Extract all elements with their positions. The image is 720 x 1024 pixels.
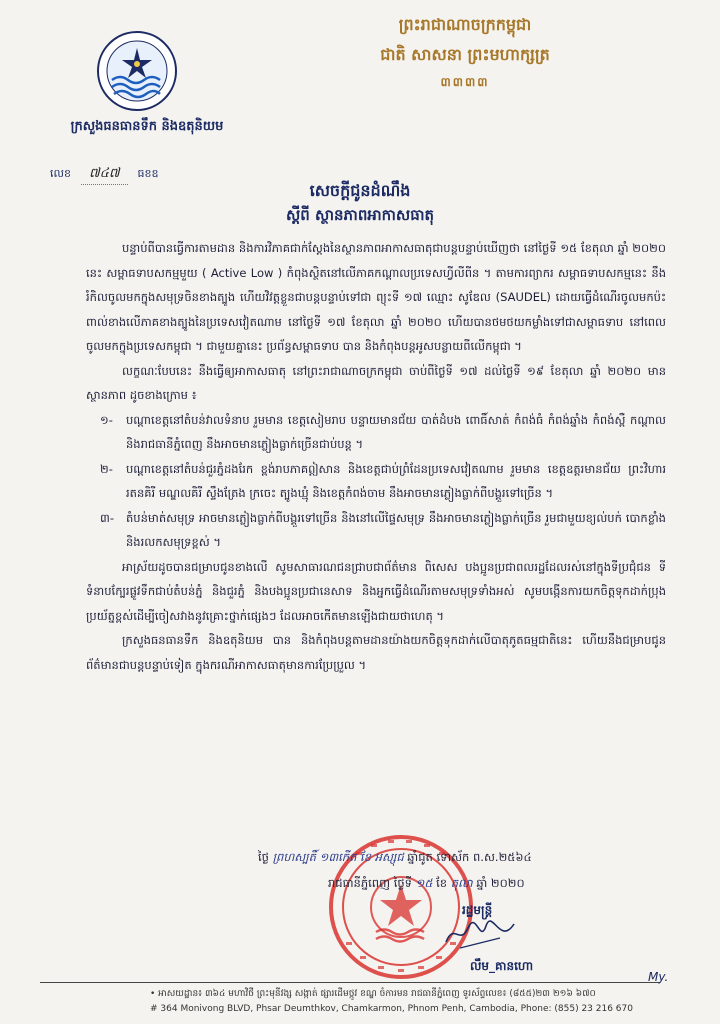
lunar-date-prefix: ថ្ងៃ <box>258 850 269 864</box>
ref-prefix: លេខ <box>50 167 71 180</box>
signer-title: រដ្ឋមន្ត្រី <box>462 903 493 917</box>
list-item-number: ៣- <box>100 510 114 525</box>
ref-handwritten: ៧៤៧ <box>81 165 128 185</box>
footer-divider <box>40 982 660 983</box>
royal-header <box>300 14 630 92</box>
solar-month: តុលា <box>450 876 473 890</box>
forecast-list <box>86 408 666 555</box>
paragraph-4: ក្រសួងធនធានទឹក និងឧតុនិយម បាន និងកំពុងបន្តតាមដានយ៉ាងយកចិត្តទុកដាក់លើបាតុភូតធម្មជាតិនេះ ហើយនឹងជម្រាបជូនព័ត៌មានជាបន្តបន្ទាប់ទៀត ក្នុងករណីអាកាសធាតុមានការប្រែប្រួល ។ <box>86 633 666 672</box>
list-item-text: បណ្តាខេត្តនៅតំបន់ជួរភ្នំដងរែក ខ្ពង់រាបភាគឦសាន និងខេត្តជាប់ព្រំដែនប្រទេសវៀតណាម រួមមាន ខេត្តឧត្តរមានជ័យ ព្រះវិហារ រតនគិរី មណ្ឌលគិរី ស្ទឹងត្រែង ក្រចេះ ត្បូងឃ្មុំ និងខេត្តកំពង់ចាម នឹងអាចមានភ្លៀងធ្លាក់ពីបង្គួរទៅច្រើន ។ <box>126 461 666 500</box>
paragraph-2: លក្ខណៈបែបនេះ នឹងធ្វើឲ្យអាកាសធាតុ នៅព្រះរាជាណាចក្រកម្ពុជា ចាប់ពីថ្ងៃទី ១៧ ដល់ថ្ងៃទី ១៩ ខែតុលា ឆ្នាំ ២០២០ មានស្ថានភាព ដូចខាងក្រោម ៖ <box>86 363 666 402</box>
document-title: សេចក្តីជូនដំណឹង <box>309 181 411 200</box>
lunar-date-suffix: ឆ្នាំជូត ទោស័ក ព.ស.២៥៦៤ <box>407 850 532 864</box>
signer-name: លឹម_គានហោ <box>470 959 534 973</box>
solar-date-prefix: រាជធានីភ្នំពេញ ថ្ងៃទី <box>328 876 412 890</box>
paragraph-3: អាស្រ័យដូចបានជម្រាបជូនខាងលើ សូមសាធារណជនជ្រាបជាព័ត៌មាន ពិសេស បងប្អូនប្រជាពលរដ្ឋដែលរស់នៅក្នុងទីប្រជុំជន ទីទំនាបក្បែរផ្លូវទឹកជាប់តំបន់ភ្នំ និងជួរភ្នំ និងបងប្អូនប្រជានេសាទ និងអ្នកធ្វើដំណើរតាមសមុទ្រទាំងអស់ សូមបង្កើនការយកចិត្តទុកដាក់ប្រុងប្រយ័ត្នខ្ពស់ដើម្បីចៀសវាងនូវគ្រោះថ្នាក់ផ្សេងៗ ដែលអាចកើតមានឡើងជាយថាហេតុ ។ <box>86 559 666 623</box>
list-item-text: បណ្តាខេត្តនៅតំបន់វាលទំនាប រួមមាន ខេត្តសៀមរាប បន្ទាយមានជ័យ បាត់ដំបង ពោធិ៍សាត់ កំពង់ធំ កំពង់ឆ្នាំង កំពង់ស្ពឺ កណ្តាល និងរាជធានីភ្នំពេញ នឹងអាចមានភ្លៀងធ្លាក់ច្រើនជាប់បន្ត ។ <box>126 412 666 451</box>
ref-suffix: ធខឧ <box>137 167 159 180</box>
list-item <box>100 408 666 457</box>
document-subtitle: ស្តីពី ស្ថានភាពអាកាសធាតុ <box>285 206 435 224</box>
document-body <box>86 236 666 677</box>
list-item <box>100 506 666 555</box>
handwritten-initials: My. <box>648 970 669 984</box>
national-motto: ជាតិ សាសនា ព្រះមហាក្សត្រ <box>380 45 550 64</box>
solar-day: ១៥ <box>415 876 433 890</box>
footer-address-english: # 364 Monivong BLVD, Phsar Deumthkov, Chamkarmon, Phnom Penh, Cambodia, Phone: (855) 23 216 670 <box>150 1004 633 1014</box>
list-item <box>100 457 666 506</box>
header-ornament: ៣៣៣៣ <box>440 75 490 89</box>
solar-month-label: ខែ <box>436 876 448 890</box>
handwritten-signature-icon <box>440 916 520 952</box>
solar-date <box>328 876 525 893</box>
paragraph-1: បន្ទាប់ពីបានធ្វើការតាមដាន និងការវិភាគជាក់ស្តែងនៃស្ថានភាពអាកាសធាតុជាបន្តបន្ទាប់ឃើញថា នៅថ្ងៃទី ១៥ ខែតុលា ឆ្នាំ ២០២០ នេះ សម្ពាធទាបសកម្មមួយ ( Active Low ) កំពុងស្ថិតនៅលើភាគកណ្តាលប្រទេសហ្វីលីពីន ។ តាមការព្យាករ សម្ពាធទាបសកម្មនេះ នឹងរំកិលចូលមកក្នុងសមុទ្រចិនខាងត្បូង ហើយវិវត្តខ្លួនជាបន្តបន្ទាប់ទៅជា ព្យុះទី ១៧ ឈ្មោះ សូឌែល (SAUDEL) ដោយធ្វើដំណើរចូលមកប៉ះពាល់ខាងលើភាគខាងត្បូងនៃប្រទេសវៀតណាម នៅថ្ងៃទី ១៧ ខែតុលា ឆ្នាំ ២០២០ ហើយបានថមថយកម្លាំងទៅជាសម្ពាធទាប នៅពេលចូលមកក្នុងប្រទេសកម្ពុជា ។ ជាមួយគ្នានេះ ប្រព័ន្ធសម្ពាធទាប បាន និងកំពុងបន្តអូសបន្លាយពីលើកម្ពុជា ។ <box>86 241 666 353</box>
list-item-number: ១- <box>100 412 113 427</box>
lunar-date <box>258 850 532 867</box>
solar-year: ឆ្នាំ ២០២០ <box>476 876 525 890</box>
lunar-date-handwritten: ព្រហស្បតិ៍ ១៣កើត ខែ អស្សុជ <box>272 850 404 864</box>
ministry-seal-icon <box>96 30 178 112</box>
kingdom-name: ព្រះរាជាណាចក្រកម្ពុជា <box>398 15 532 34</box>
ministry-name: ក្រសួងធនធានទឹក និងឧតុនិយម <box>70 119 224 134</box>
list-item-text: តំបន់មាត់សមុទ្រ អាចមានភ្លៀងធ្លាក់ពីបង្គួរទៅច្រើន និងនៅលើផ្ទៃសមុទ្រ នឹងអាចមានភ្លៀងធ្លាក់ច្រើន រួមជាមួយខ្យល់បក់ បោកខ្លាំង និងរលកសមុទ្រខ្ពស់ ។ <box>126 510 666 549</box>
footer-address-khmer: • អាសយដ្ឋាន៖ ៣៦៤ មហាវិថី ព្រះមុនីវង្ស សង្កាត់ ផ្សារដើមថ្កូវ ខណ្ឌ ចំការមន រាជធានីភ្នំពេញ ទូរស័ព្ទលេខ៖ (៨៥៥)២៣ ២១៦ ៦៧០ <box>150 989 596 999</box>
list-item-number: ២- <box>100 461 113 476</box>
